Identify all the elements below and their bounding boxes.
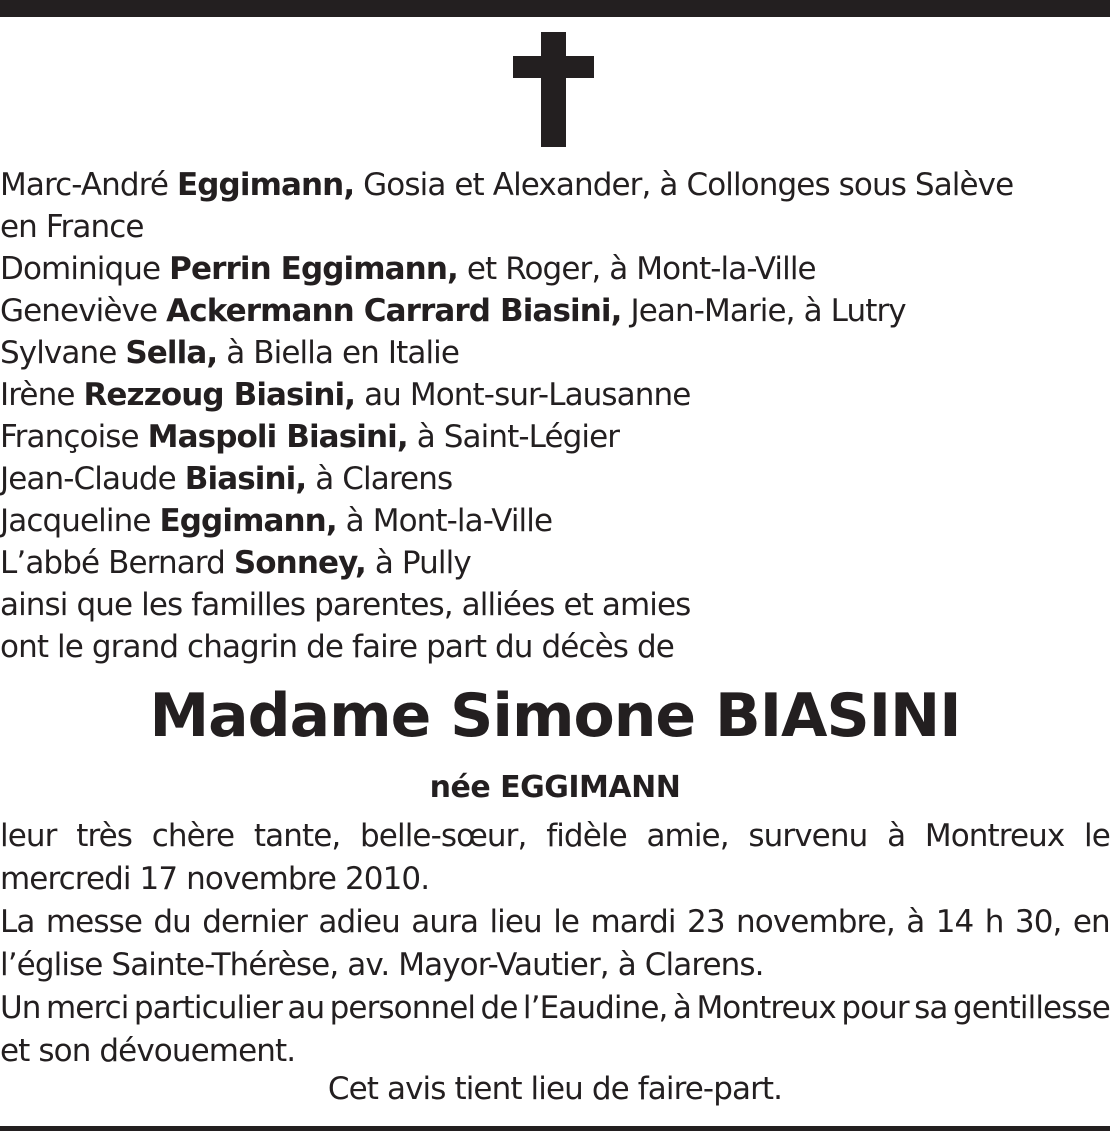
mourner-line <box>0 458 1110 500</box>
mourner-text: L’abbé Bernard <box>0 545 234 581</box>
mourner-surname: Biasini, <box>184 461 307 497</box>
mourner-line <box>0 290 1110 332</box>
deceased-name: Madame Simone BIASINI <box>149 681 961 751</box>
mourner-text: Françoise <box>0 419 148 455</box>
top-rule <box>0 0 1110 17</box>
mourner-text: Dominique <box>0 251 170 287</box>
closing-line: Cet avis tient lieu de faire-part. <box>327 1071 783 1107</box>
mourner-text: Jean-Claude <box>0 461 185 497</box>
mourner-surname: Sonney, <box>233 545 366 581</box>
mourner-text: à Clarens <box>306 461 453 497</box>
mourner-surname: Eggimann, <box>159 503 337 539</box>
mourner-text: au Mont-sur-Lausanne <box>355 377 691 413</box>
mourner-line <box>0 416 1110 458</box>
mourner-text: Irène <box>0 377 84 413</box>
announcement-line: La messe du dernier adieu aura lieu le mardi 23 novembre, à 14 h 30, en <box>0 904 1110 940</box>
mourner-line <box>0 584 1110 626</box>
maiden-name: née EGGIMANN <box>429 770 681 805</box>
mourner-line <box>0 374 1110 416</box>
mourner-text: ont le grand chagrin de faire part du décès de <box>0 629 674 665</box>
mourner-surname: Sella, <box>125 335 218 371</box>
mourner-text: Marc-André <box>0 167 177 203</box>
mourner-text: en France <box>0 209 144 245</box>
mourner-line <box>0 164 1110 206</box>
mourners-list <box>0 164 1110 668</box>
announcement-line: et son dévouement. <box>0 1033 296 1069</box>
announcement-line: mercredi 17 novembre 2010. <box>0 861 430 897</box>
mourner-surname: Maspoli Biasini, <box>147 419 408 455</box>
mourner-surname: Perrin Eggimann, <box>169 251 458 287</box>
mourner-text: ainsi que les familles parentes, alliées et amies <box>0 587 691 623</box>
mourner-line <box>0 626 1110 668</box>
mourner-surname: Ackermann Carrard Biasini, <box>166 293 622 329</box>
announcement-text <box>0 815 1110 1073</box>
mourner-line <box>0 248 1110 290</box>
mourner-surname: Eggimann, <box>176 167 355 203</box>
announcement-line: l’église Sainte-Thérèse, av. Mayor-Vautier, à Clarens. <box>0 947 764 983</box>
mourner-text: à Saint-Légier <box>407 419 620 455</box>
mourner-text: Jean-Marie, à Lutry <box>621 293 906 329</box>
mourner-text: et Roger, à Mont-la-Ville <box>457 251 816 287</box>
mourner-line <box>0 542 1110 584</box>
mourner-text: Geneviève <box>0 293 167 329</box>
mourner-surname: Rezzoug Biasini, <box>83 377 356 413</box>
mourner-line <box>0 206 1110 248</box>
bottom-rule <box>0 1126 1110 1131</box>
announcement-line: Un merci particulier au personnel de l’Eaudine, à Montreux pour sa gentillesse <box>0 990 1110 1026</box>
mourner-text: Jacqueline <box>0 503 160 539</box>
mourner-line <box>0 500 1110 542</box>
mourner-text: à Pully <box>365 545 471 581</box>
latin-cross-icon <box>513 32 594 147</box>
mourner-text: Gosia et Alexander, à Collonges sous Salève <box>354 167 1014 203</box>
mourner-text: à Biella en Italie <box>217 335 460 371</box>
mourner-text: Sylvane <box>0 335 126 371</box>
mourner-text: à Mont-la-Ville <box>336 503 553 539</box>
mourner-line <box>0 332 1110 374</box>
announcement-line: leur très chère tante, belle-sœur, fidèle amie, survenu à Montreux le <box>0 818 1110 854</box>
